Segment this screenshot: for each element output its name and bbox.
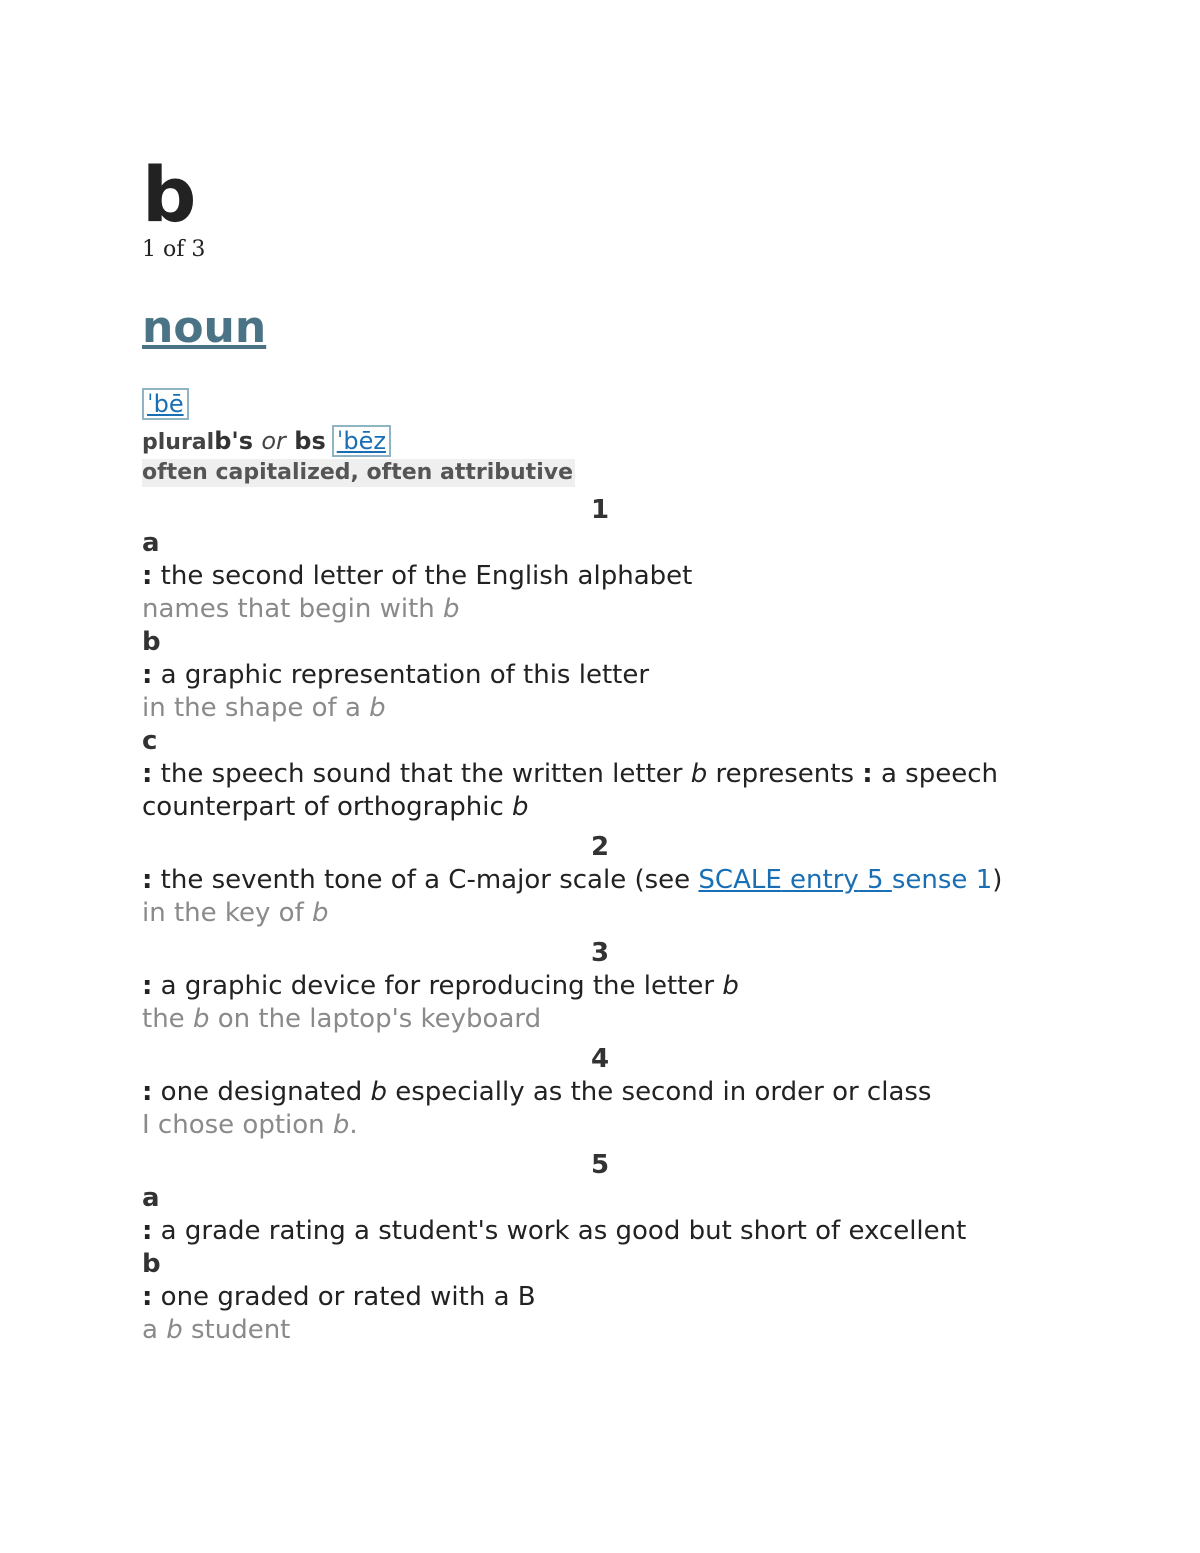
sense-number-3: 3 [590, 938, 610, 968]
sense-number-5: 5 [590, 1150, 610, 1180]
headword: b [142, 150, 197, 239]
plural-form-2: bs [294, 427, 326, 455]
plural-pronunciation-link[interactable]: ˈbēz [332, 425, 391, 457]
part-of-speech-link[interactable]: noun [142, 302, 267, 353]
pronunciation-link[interactable]: ˈbē [142, 388, 189, 420]
plural-forms [142, 424, 391, 460]
sense-1a-example: names that begin with b [142, 594, 460, 624]
sense-number-2: 2 [590, 832, 610, 862]
sense-1c-letter: c [142, 726, 158, 756]
sense-5a-definition: : a grade rating a student's work as good but short of excellent [142, 1216, 967, 1246]
entry-count: 1 of 3 [142, 237, 206, 262]
sense-1c-definition: : the speech sound that the written letter b represents : a speech counterpart of orthographic b [142, 759, 998, 822]
sense-3-definition: : a graphic device for reproducing the letter b [142, 971, 739, 1001]
definitions [142, 494, 1058, 1347]
scale-cross-reference-link[interactable]: SCALE entry 5 sense 1 [698, 865, 993, 895]
sense-2-definition: : the seventh tone of a C-major scale (see SCALE entry 5 sense 1) [142, 865, 1003, 895]
sense-1a-letter: a [142, 528, 160, 558]
sense-4-example: I chose option b. [142, 1110, 358, 1140]
sense-4-definition: : one designated b especially as the second in order or class [142, 1077, 932, 1107]
sense-1a-definition: : the second letter of the English alphabet [142, 561, 693, 591]
sense-5a-letter: a [142, 1183, 160, 1213]
sense-3-example: the b on the laptop's keyboard [142, 1004, 542, 1034]
sense-5b-letter: b [142, 1249, 161, 1279]
sense-number-4: 4 [590, 1044, 610, 1074]
sense-number-1: 1 [590, 495, 610, 525]
usage-labels: often capitalized, often attributive [142, 460, 573, 485]
plural-label: plural [142, 430, 215, 455]
sense-5b-example: a b student [142, 1315, 291, 1345]
sense-1b-example: in the shape of a b [142, 693, 386, 723]
sense-1b-definition: : a graphic representation of this letter [142, 660, 650, 690]
pronunciation-row [142, 388, 189, 420]
plural-form-1: b's [214, 427, 253, 455]
plural-or: or [261, 427, 286, 455]
sense-2-example: in the key of b [142, 898, 329, 928]
sense-5b-definition: : one graded or rated with a B [142, 1282, 536, 1312]
sense-1b-letter: b [142, 627, 161, 657]
